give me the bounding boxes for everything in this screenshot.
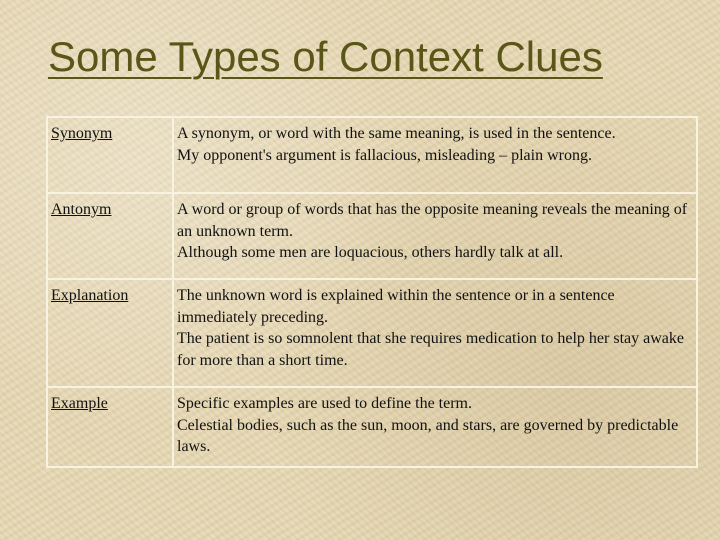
- definition-text: A word or group of words that has the opposite meaning reveals the meaning of an unknown term.: [177, 201, 688, 240]
- example-sentence: Celestial bodies, such as the sun, moon, and stars, are governed by predictable laws.: [177, 416, 679, 455]
- description-cell: [173, 279, 697, 387]
- example-sentence: Although some men are loquacious, others hardly talk at all.: [177, 244, 564, 261]
- definition-text: Specific examples are used to define the term.: [177, 395, 472, 412]
- description-cell: [173, 387, 697, 467]
- term-cell: Antonym: [47, 193, 173, 279]
- term-cell: Synonym: [47, 117, 173, 193]
- table-row: [47, 193, 697, 279]
- description-cell: [173, 117, 697, 193]
- definition-text: The unknown word is explained within the sentence or in a sentence immediately preceding.: [177, 287, 615, 326]
- term-cell: Explanation: [47, 279, 173, 387]
- description-cell: [173, 193, 697, 279]
- term-cell: Example: [47, 387, 173, 467]
- table-row: [47, 279, 697, 387]
- table-row: [47, 117, 697, 193]
- table-row: [47, 387, 697, 467]
- slide-title: Some Types of Context Clues: [48, 33, 603, 80]
- context-clues-table: [46, 116, 698, 468]
- example-sentence: The patient is so somnolent that she requires medication to help her stay awake for more than a short time.: [177, 330, 684, 369]
- definition-text: A synonym, or word with the same meaning, is used in the sentence.: [177, 125, 616, 142]
- example-sentence: My opponent's argument is fallacious, misleading – plain wrong.: [177, 146, 592, 164]
